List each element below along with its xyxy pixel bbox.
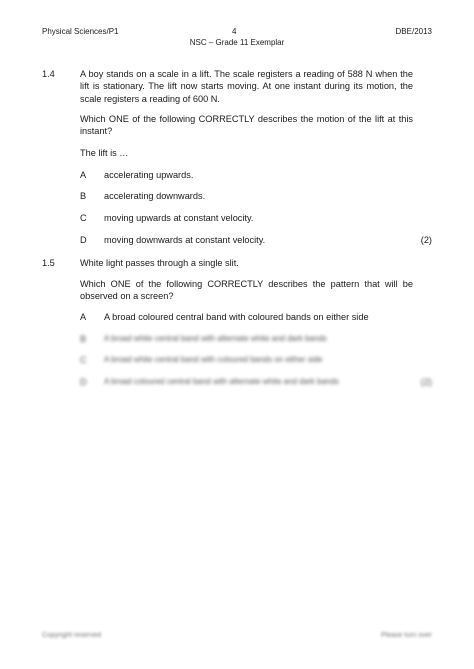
option-text: moving upwards at constant velocity. [104, 213, 254, 223]
option-text: A broad white central band with coloured bands on either side [104, 355, 323, 364]
question-number-1-5: 1.5 [42, 258, 55, 268]
option-text: A broad white central band with alternate white and dark bands [104, 334, 327, 343]
header-code: DBE/2013 [395, 27, 432, 36]
option-letter: D [80, 377, 87, 387]
option-text: accelerating downwards. [104, 191, 206, 201]
footer-turn-over: Please turn over [381, 632, 432, 639]
footer-copyright: Copyright reserved [42, 632, 102, 639]
option-text: A broad coloured central band with alternate white and dark bands [104, 377, 339, 386]
option-letter: D [80, 235, 87, 245]
question-1-4-stem: A boy stands on a scale in a lift. The scale registers a reading of 588 N when the lift is stationary. The lift now starts moving. At one instant during its motion, the scale registers a reading of 600 N. [80, 69, 413, 104]
option-text: moving downwards at constant velocity. [104, 235, 266, 245]
question-1-5-question: Which ONE of the following CORRECTLY describes the pattern that will be observed on a screen? [80, 279, 413, 302]
option-letter: A [80, 170, 87, 180]
question-1-5-stem: White light passes through a single slit. [80, 258, 239, 268]
question-number-1-4: 1.4 [42, 69, 55, 79]
option-text: A broad coloured central band with coloured bands on either side [104, 312, 369, 322]
header-subject: Physical Sciences/P1 [42, 27, 119, 36]
option-letter: C [80, 355, 87, 365]
question-1-4-marks: (2) [420, 235, 432, 245]
option-text: accelerating upwards. [104, 170, 194, 180]
page-number: 4 [232, 27, 237, 36]
option-letter: C [80, 213, 87, 223]
question-1-4-prompt: The lift is … [80, 148, 129, 158]
header-subtitle: NSC – Grade 11 Exemplar [189, 38, 285, 47]
question-1-4-question: Which ONE of the following CORRECTLY describes the motion of the lift at this instant? [80, 114, 413, 137]
option-letter: A [80, 312, 87, 322]
option-letter: B [80, 191, 87, 201]
question-1-5-marks: (2) [420, 377, 432, 387]
option-letter: B [80, 334, 87, 344]
